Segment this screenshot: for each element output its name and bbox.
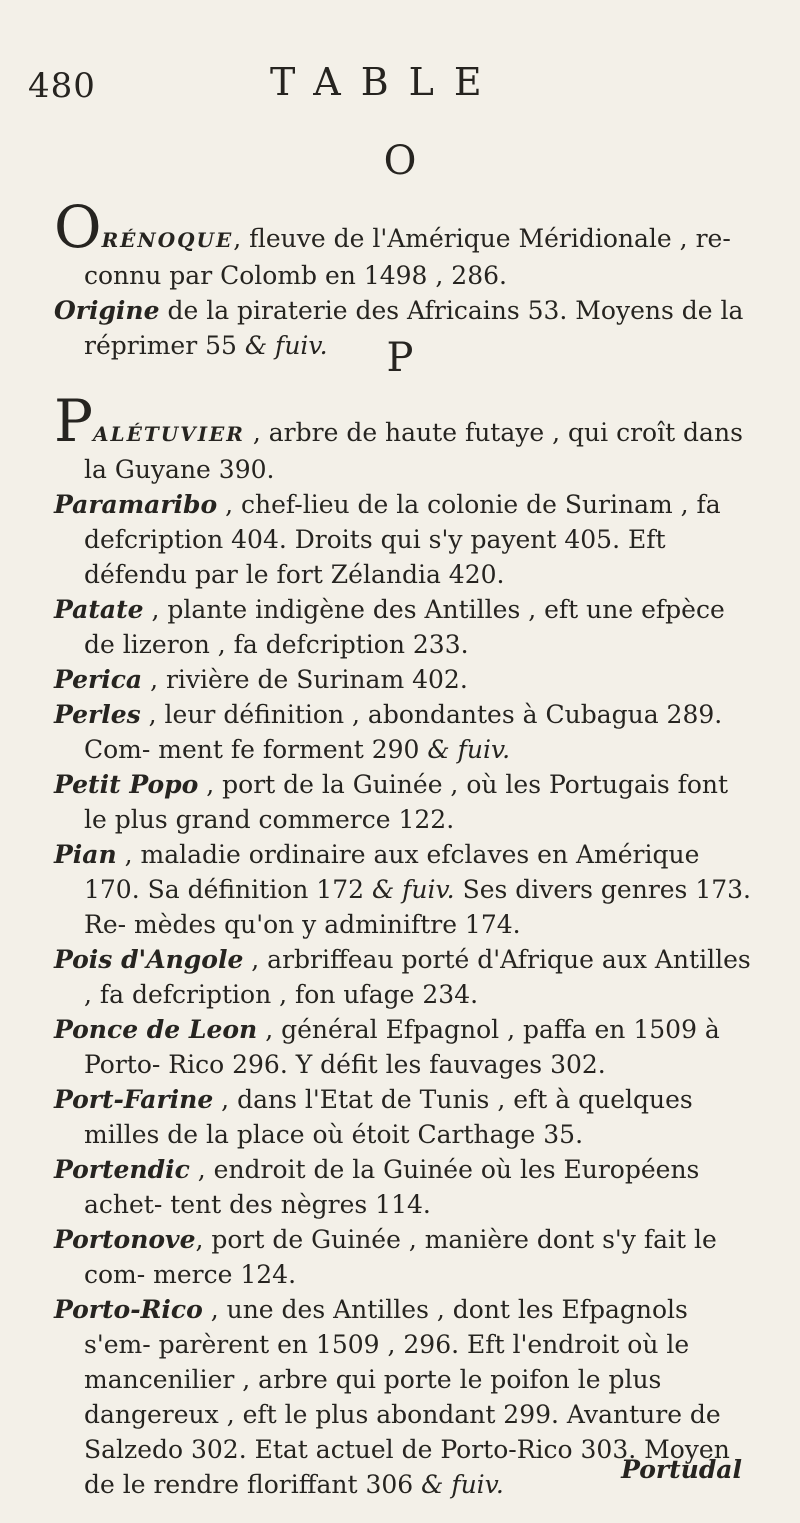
entry-term: Porto-Rico [54,1295,203,1324]
entry-term: Pois d'Angole [54,945,244,974]
entry-term: Origine [54,296,160,325]
entry-text: , rivière de Surinam 402. [142,665,468,694]
entry-text: , endroit de la Guinée où les Européens achet- tent des nègres 114. [84,1155,700,1219]
entry-tail: & fuiv. [427,735,511,764]
entry-text: , une des Antilles , dont les Efpagnols s'em- parèrent en 1509 , 296. Eft l'endroit où le mancenilier , arbre qui porte le poifon le plus dangereux , eft le plus abondant 299. Avanture de Salzedo 302. Etat actuel de Porto-Rico 303. Moyen de le rendre floriffant 306 [84,1295,730,1499]
entry-text: , port de la Guinée , où les Portugais font le plus grand commerce 122. [84,770,729,834]
entry-term: Portendic [54,1155,190,1184]
page-number: 480 [28,66,96,106]
catchword: Portudal [621,1455,742,1484]
entry-term: RÉNOQUE [101,228,234,252]
entry-text: , fleuve de l'Amérique Méridionale , re- connu par Colomb en 1498 , 286. [84,224,731,290]
entry-text: , arbriffeau porté d'Afrique aux Antilles , fa defcription , fon ufage 234. [84,945,751,1009]
entry-tail: & fuiv. [371,875,455,904]
section-letter-p: P [386,335,414,381]
running-title: TABLE [270,60,502,104]
index-entry [54,697,754,767]
entry-text: , port de Guinée , manière dont s'y fait le com- merce 124. [84,1225,717,1289]
entry-term: Pian [54,840,117,869]
entry-term: ALÉTUVIER [93,422,245,446]
index-entry [54,1082,754,1152]
entry-term: Ponce de Leon [54,1015,258,1044]
entry-text: de la piraterie des Africains 53. Moyens de la réprimer 55 [84,296,744,360]
index-entry [54,193,754,293]
entry-text-continued: Ses divers genres 173. Re- mèdes qu'on y adminiftre 174. [84,875,751,939]
entry-term: Portonove [54,1225,196,1254]
section-letter-o: O [383,138,417,184]
entry-term: Petit Popo [54,770,199,799]
entry-text: , dans l'Etat de Tunis , eft à quelques milles de la place où étoit Carthage 35. [84,1085,693,1149]
entry-text: , plante indigène des Antilles , eft une efpèce de lizeron , fa defcription 233. [84,595,725,659]
entry-term: Paramaribo [54,490,218,519]
index-entry [54,1152,754,1222]
drop-cap: P [54,387,94,455]
entry-term: Port-Farine [54,1085,214,1114]
entry-text: , chef-lieu de la colonie de Surinam , fa defcription 404. Droits qui s'y payent 405. Eft défendu par le fort Zélandia 420. [84,490,721,589]
entry-text: , général Efpagnol , paffa en 1509 à Porto- Rico 296. Y défit les fauvages 302. [84,1015,720,1079]
index-entry [54,662,754,697]
index-entry [54,1222,754,1292]
entry-tail: & fuiv. [244,331,328,360]
entry-text: , maladie ordinaire aux efclaves en Amérique 170. Sa définition 172 [84,840,700,904]
index-entry [54,837,754,942]
entry-text: , arbre de haute futaye , qui croît dans la Guyane 390. [84,418,743,484]
section-p-entries [54,387,754,1502]
drop-cap: O [54,193,102,261]
entry-term: Perles [54,700,141,729]
index-entry [54,387,754,487]
index-entry [54,592,754,662]
entry-tail: & fuiv. [421,1470,504,1499]
entry-term: Patate [54,595,144,624]
index-entry [54,487,754,592]
index-entry [54,1012,754,1082]
index-entry [54,942,754,1012]
entry-text: , leur définition , abondantes à Cubagua 289. Com- ment fe forment 290 [84,700,723,764]
entry-term: Perica [54,665,143,694]
index-entry [54,767,754,837]
